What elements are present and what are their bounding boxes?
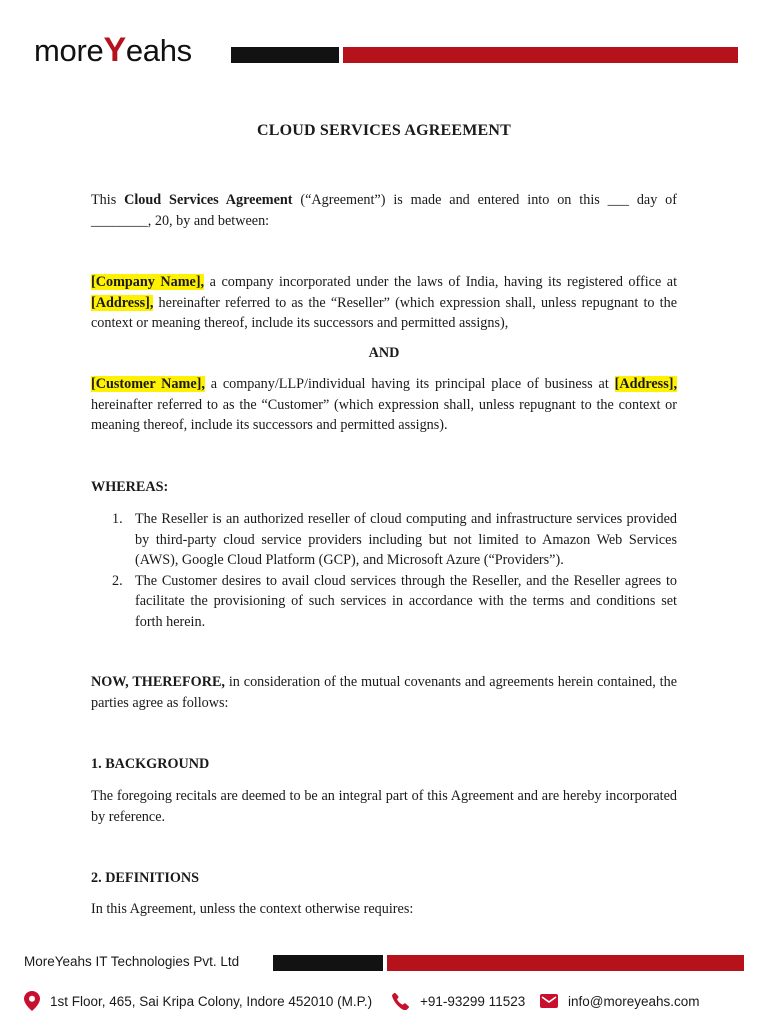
list-number: 1. [112,511,123,527]
party-reseller-paragraph [91,272,677,334]
now-therefore-bold: NOW, THEREFORE, [91,674,225,690]
footer-email [540,990,700,1012]
party2-text-1: a company/LLP/individual having its principal place of business at [204,376,615,392]
list-item [91,509,677,571]
section-heading-definitions: 2. DEFINITIONS [91,870,200,886]
intro-paragraph [91,190,677,231]
footer-email-text: info@moreyeahs.com [568,993,700,1009]
now-therefore-paragraph [91,672,677,713]
whereas-list [91,509,677,632]
now-therefore-text: in consideration of the mutual covenants and agreements herein contained, the parties agree as follows: [91,674,677,711]
footer-address-text: 1st Floor, 465, Sai Kripa Colony, Indore 452010 (M.P.) [50,993,373,1009]
footer-phone [392,990,525,1012]
footer-company-name: MoreYeahs IT Technologies Pvt. Ltd [24,954,240,969]
logo-text-post: eahs [125,33,192,68]
header-bar-black [231,47,339,63]
placeholder-customer-name: [Customer Name], [91,376,205,392]
placeholder-address: [Address], [614,376,677,392]
footer-address [24,990,372,1012]
placeholder-address: [Address], [91,294,154,311]
list-item-text: The Reseller is an authorized reseller of cloud computing and infrastructure services provided by third-party cloud service providers including but not limited to Amazon Web Services (AWS), Google Cloud Platform (GCP), and Microsoft Azure (“Providers”). [135,511,677,568]
footer-bar-red [387,955,744,971]
footer-phone-text: +91-93299 11523 [420,993,526,1009]
and-separator: AND [368,345,400,361]
section-background-text: The foregoing recitals are deemed to be an integral part of this Agreement and are hereby incorporated by reference. [91,788,677,825]
document-title: CLOUD SERVICES AGREEMENT [256,122,512,139]
party-customer-paragraph [91,374,677,436]
phone-icon [392,992,410,1010]
agreement-name: Cloud Services Agreement [124,192,293,208]
party1-text-2: hereinafter referred to as the “Reseller” (which expression shall, unless repugnant to the context or meaning thereof, include its successors and permitted assigns), [91,294,677,331]
party2-text-2: hereinafter referred to as the “Customer” (which expression shall, unless repugnant to the context or meaning thereof, include its successors and permitted assigns). [91,396,677,433]
whereas-heading: WHEREAS: [91,479,169,495]
logo-text-y: Y [103,31,126,69]
section-definitions-text: In this Agreement, unless the context otherwise requires: [91,901,414,917]
header-bar-red [343,47,738,63]
logo-text-pre: more [34,33,104,68]
list-number: 2. [112,572,123,589]
placeholder-company-name: [Company Name], [91,274,205,290]
party1-text-1: a company incorporated under the laws of India, having its registered office at [204,274,678,290]
intro-text-2: (“Agreement”) is made and entered into on this ___ day of ________, 20, by and between: [91,192,678,229]
section-heading-background: 1. BACKGROUND [91,756,210,772]
list-item-text: The Customer desires to avail cloud services through the Reseller, and the Reseller agrees to facilitate the provisioning of such services in accordance with the terms and conditions set forth herein. [135,572,677,630]
company-logo [34,28,192,72]
footer-bar-black [273,955,383,971]
intro-text-1: This [91,192,125,208]
location-pin-icon [24,991,40,1011]
list-item [91,571,677,633]
email-icon [540,994,558,1008]
